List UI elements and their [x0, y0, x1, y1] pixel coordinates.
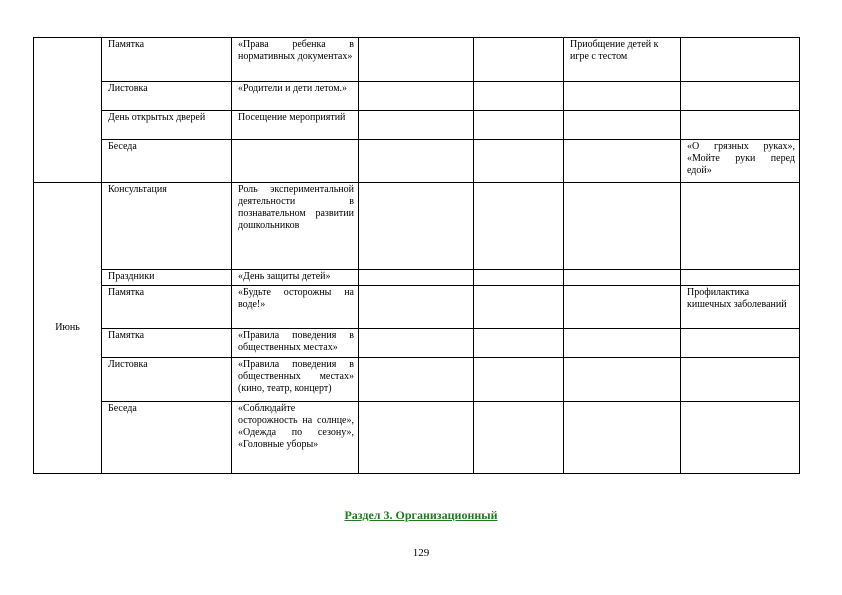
table-cell [564, 82, 681, 111]
table-row [34, 183, 800, 270]
table-cell [564, 358, 681, 402]
topic-cell [232, 140, 359, 183]
form-cell: Беседа [102, 140, 232, 183]
month-cell [34, 38, 102, 183]
table-cell [359, 358, 474, 402]
table-cell [681, 82, 800, 111]
table-cell [359, 270, 474, 286]
page-number: 129 [412, 547, 430, 559]
topic-cell: «Будьте осторожны на воде!» [232, 286, 359, 329]
table-cell [359, 82, 474, 111]
form-cell: Беседа [102, 402, 232, 474]
table-row [34, 140, 800, 183]
table-cell [474, 358, 564, 402]
table-cell [474, 140, 564, 183]
table-cell [681, 358, 800, 402]
form-cell: Праздники [102, 270, 232, 286]
topic-cell: «Родители и дети летом.» [232, 82, 359, 111]
table-cell [681, 402, 800, 474]
topic-cell: «Соблюдайте осторожность на солнце», «Одежда по сезону», «Головные уборы» [232, 402, 359, 474]
form-cell: Листовка [102, 82, 232, 111]
table-cell [474, 111, 564, 140]
form-cell: Памятка [102, 38, 232, 82]
month-cell: Июнь [34, 183, 102, 474]
plan-table [33, 37, 800, 474]
table-cell [474, 286, 564, 329]
table-cell [564, 329, 681, 358]
table-row [34, 286, 800, 329]
table-cell [359, 329, 474, 358]
table-cell [359, 111, 474, 140]
table-cell [359, 286, 474, 329]
table-row [34, 82, 800, 111]
form-cell: Консультация [102, 183, 232, 270]
table-cell [474, 38, 564, 82]
table-cell [359, 38, 474, 82]
table-cell [474, 270, 564, 286]
table-cell: Профилактика кишечных заболеваний [681, 286, 800, 329]
table-row [34, 329, 800, 358]
table-row [34, 38, 800, 82]
table-cell [359, 140, 474, 183]
topic-cell: «Права ребенка в нормативных документах» [232, 38, 359, 82]
table-cell [474, 82, 564, 111]
table-cell [359, 402, 474, 474]
table-row [34, 358, 800, 402]
topic-cell: «Правила поведения в общественных местах» (кино, театр, концерт) [232, 358, 359, 402]
topic-cell: Посещение мероприятий [232, 111, 359, 140]
table-cell [681, 38, 800, 82]
form-cell: Листовка [102, 358, 232, 402]
table-cell [474, 402, 564, 474]
table-cell [564, 111, 681, 140]
table-cell: «О грязных руках», «Мойте руки перед едой» [681, 140, 800, 183]
form-cell: Памятка [102, 329, 232, 358]
form-cell: Памятка [102, 286, 232, 329]
table-cell [564, 286, 681, 329]
section-heading: Раздел 3. Организационный [344, 508, 498, 522]
table-cell [359, 183, 474, 270]
table-cell [474, 183, 564, 270]
table-cell: Приобщение детей к игре с тестом [564, 38, 681, 82]
table-cell [564, 270, 681, 286]
table-cell [681, 111, 800, 140]
table-cell [681, 270, 800, 286]
table-cell [564, 402, 681, 474]
table-cell [474, 329, 564, 358]
table-row [34, 270, 800, 286]
topic-cell: «День защиты детей» [232, 270, 359, 286]
topic-cell: Роль экспериментальной деятельности в познавательном развитии дошкольников [232, 183, 359, 270]
table-cell [564, 140, 681, 183]
form-cell: День открытых дверей [102, 111, 232, 140]
table-row [34, 402, 800, 474]
table-row [34, 111, 800, 140]
table-cell [564, 183, 681, 270]
topic-cell: «Правила поведения в общественных местах» [232, 329, 359, 358]
table-cell [681, 183, 800, 270]
table-cell [681, 329, 800, 358]
